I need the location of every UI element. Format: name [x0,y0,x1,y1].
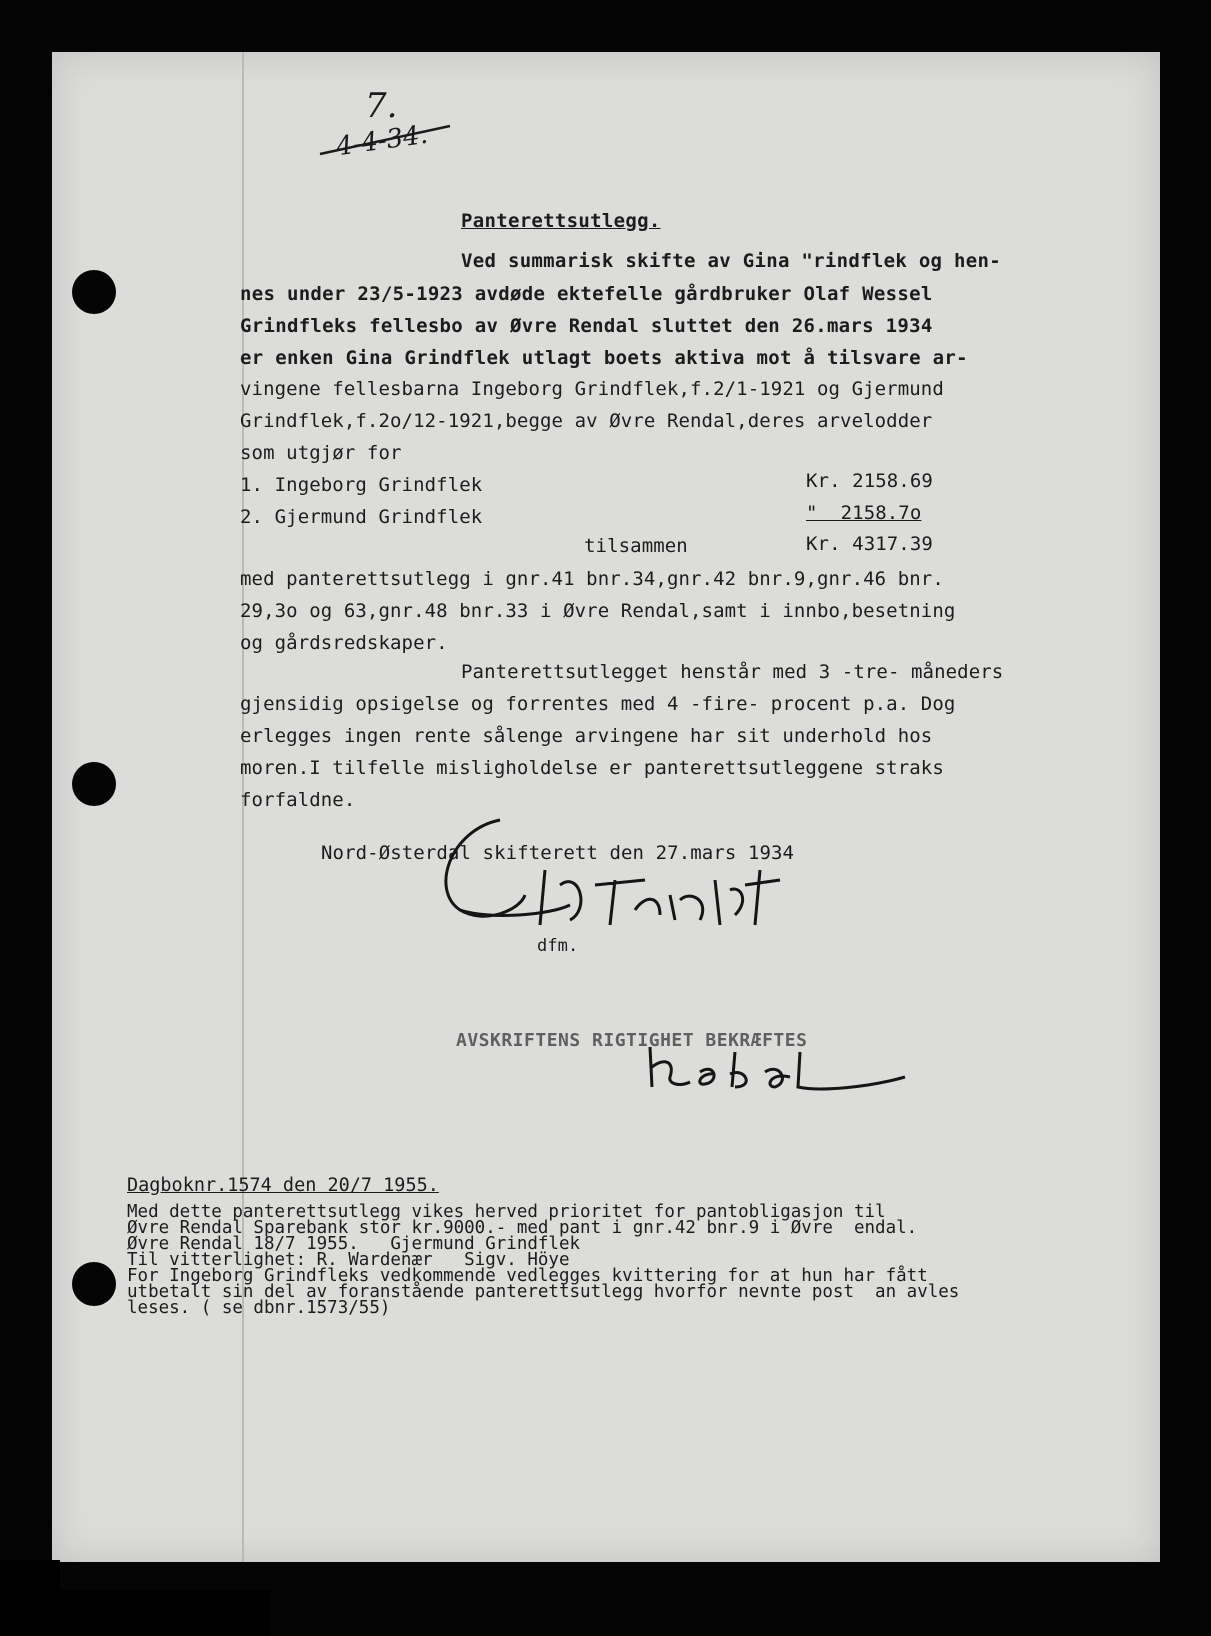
para3-line: forfaldne. [240,789,356,811]
para1-line: Grindfleks fellesbo av Øvre Rendal sluttet den 26.mars 1934 [240,315,933,337]
item-name: 2. Gjermund Grindflek [240,506,483,528]
para1-line: er enken Gina Grindflek utlagt boets aktiva mot å tilsvare ar- [240,347,968,369]
total-amount: Kr. 4317.39 [806,533,933,555]
punch-hole [72,762,116,806]
scan-border [0,1560,60,1636]
para2-line: med panterettsutlegg i gnr.41 bnr.34,gnr.42 bnr.9,gnr.46 bnr. [240,568,944,590]
para1-line: vingene fellesbarna Ingeborg Grindflek,f.2/1-1921 og Gjermund [240,378,944,400]
punch-hole [72,1262,116,1306]
diary-entry-line: Med dette panterettsutlegg vikes herved prioritet for pantobligasjon til [127,1202,886,1222]
item-amount: Kr. 2158.69 [806,470,933,492]
para1-line: nes under 23/5-1923 avdøde ektefelle gårdbruker Olaf Wessel [240,283,933,305]
diary-entry-heading: Dagboknr.1574 den 20/7 1955. [127,1175,439,1196]
signature-title: dfm. [537,936,579,956]
header-note-date: 4-4-34. [334,119,430,163]
diary-entry-line: For Ingeborg Grindfleks vedkommende vedlegges kvittering for at hun har fått [127,1266,928,1286]
scan-border-tab [60,1590,270,1636]
para2-line: 29,3o og 63,gnr.48 bnr.33 i Øvre Rendal,samt i innbo,besetning [240,600,956,622]
diary-entry-line: Øvre Rendal 18/7 1955. Gjermund Grindflek [127,1234,581,1254]
signature-scrawl [430,800,810,950]
para3-line: moren.I tilfelle misligholdelse er panterettsutleggene straks [240,757,944,779]
para1-line: Ved summarisk skifte av Gina "rindflek og hen- [461,250,1001,272]
place-date: Nord-Østerdal skifterett den 27.mars 1934 [321,842,795,864]
para3-line: Panterettsutlegget henstår med 3 -tre- måneders [461,661,1004,683]
diary-entry-line: utbetalt sin del av foranstående panterettsutlegg hvorfor nevnte post an avles [127,1282,960,1302]
para2-line: og gårdsredskaper. [240,632,448,654]
signature-text [520,932,529,933]
diary-entry-line: leses. ( se dbnr.1573/55) [127,1298,391,1318]
punch-hole [72,270,116,314]
stamp-signature-text [680,1060,683,1061]
item-amount: " 2158.7o [806,502,922,524]
certification-stamp: AVSKRIFTENS RIGTIGHET BEKRÆFTES [456,1030,808,1051]
para3-line: erlegges ingen rente sålenge arvingene har sit underhold hos [240,725,933,747]
diary-entry-line: Øvre Rendal Sparebank stor kr.9000.- med pant i gnr.42 bnr.9 i Øvre endal. [127,1218,918,1238]
para1-line: som utgjør for [240,442,402,464]
header-note-number: 7. [365,86,398,126]
total-label: tilsammen [584,535,688,557]
item-name: 1. Ingeborg Grindflek [240,474,483,496]
stamp-signature-scrawl [640,1032,920,1107]
diary-entry [127,1175,1127,1318]
document-title: Panterettsutlegg. [461,210,661,232]
diary-entry-line: Til vitterlighet: R. Wardenær Sigv. Höye [127,1250,570,1270]
para3-line: gjensidig opsigelse og forrentes med 4 -fire- procent p.a. Dog [240,693,956,715]
para1-line: Grindflek,f.2o/12-1921,begge av Øvre Rendal,deres arvelodder [240,410,933,432]
